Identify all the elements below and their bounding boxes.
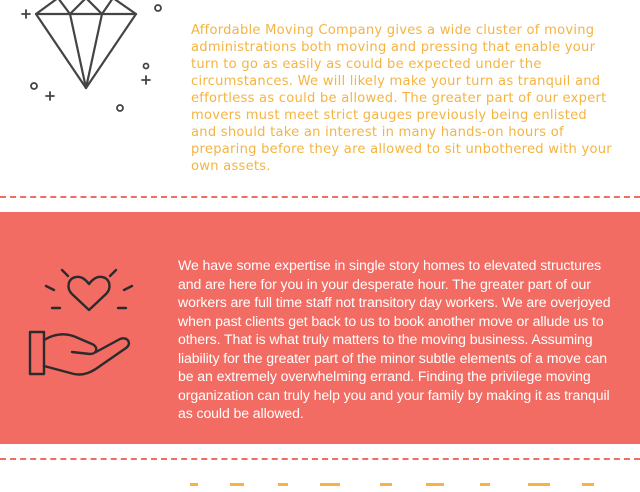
heart-in-hand-icon bbox=[26, 260, 136, 390]
top-section bbox=[0, 0, 640, 190]
services-paragraph: We have some expertise in single story homes to elevated structures and are here for you in your desperate hour. The greater part of our workers are full time staff not transitory day workers. We are overjoyed when past clients get back to us to book another move or allude us to others. That is what truly matters to the moving business. Assuming liability for the greater part of the minor subtle elements of a move can be an extremely overwhelming errand. Finding the privilege moving organization can truly help you and your family by making it as tranquil as could be allowed. bbox=[178, 257, 611, 421]
intro-paragraph: Affordable Moving Company gives a wide cluster of moving administrations both moving and pressing that enable your turn to go as easily as could be expected under the circumstances. We will likely make your turn as tranquil and effortless as could be allowed. The greater part of our expert movers must meet strict gauges previously being enlisted and should take an interest in many hands-on hours of preparing before they are allowed to sit unbothered with your own assets. bbox=[191, 23, 612, 174]
divider-top bbox=[0, 196, 640, 198]
next-section-text-fragment bbox=[190, 474, 620, 480]
divider-bottom bbox=[0, 458, 640, 460]
diamond-icon bbox=[18, 0, 168, 120]
